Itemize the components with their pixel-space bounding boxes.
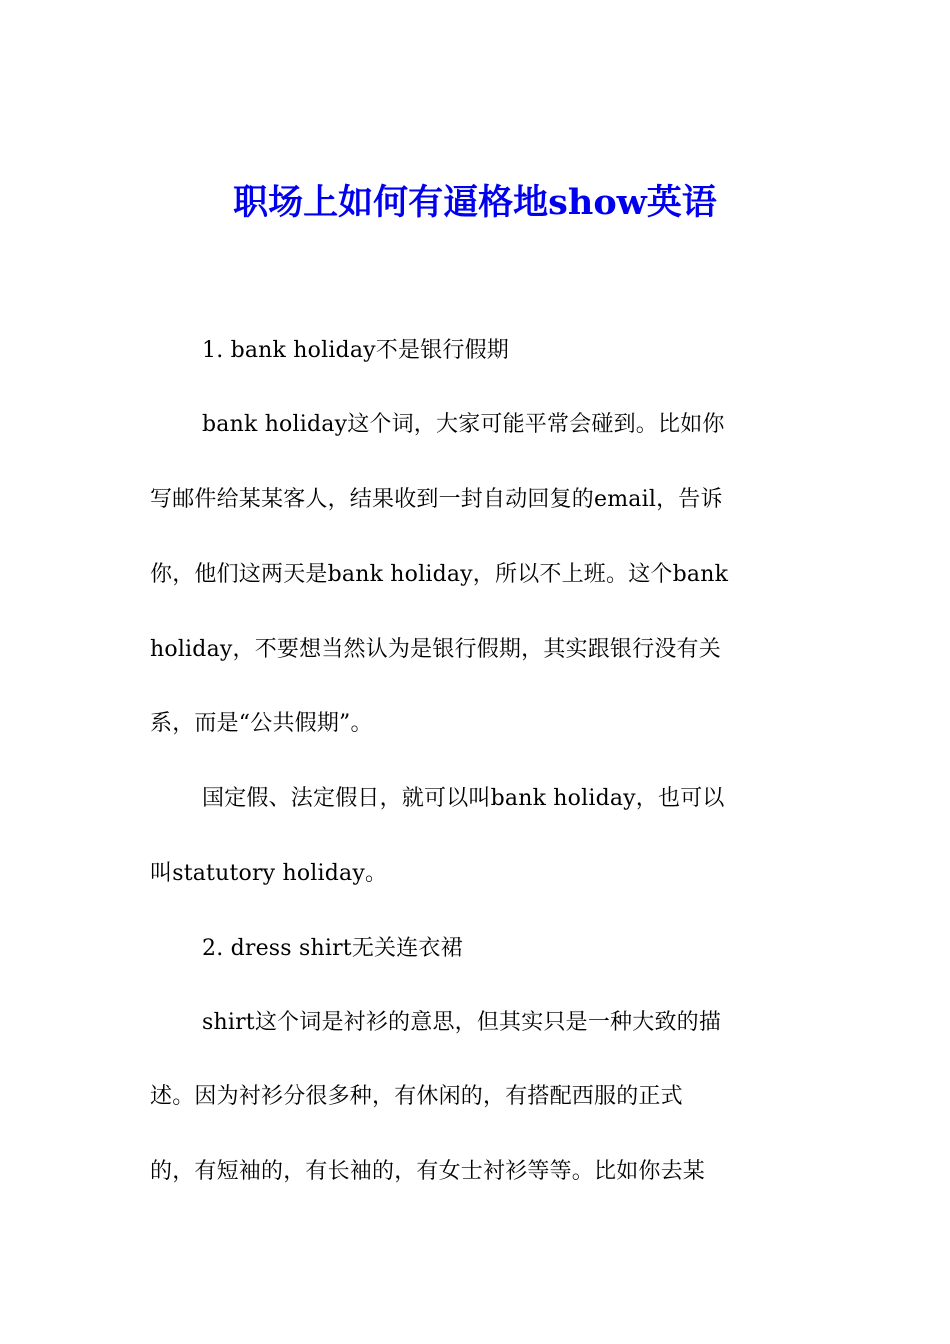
document-title: 职场上如何有逼格地show英语: [233, 182, 717, 223]
section-heading-1: 1. bank holiday不是银行假期: [202, 338, 509, 363]
paragraph-line: holiday，不要想当然认为是银行假期，其实跟银行没有关: [150, 637, 721, 662]
paragraph-line: 国定假、法定假日，就可以叫bank holiday，也可以: [202, 786, 725, 811]
paragraph-line: 的，有短袖的，有长袖的，有女士衬衫等等。比如你去某: [150, 1159, 706, 1184]
paragraph-line: 系，而是“公共假期”。: [150, 711, 373, 736]
paragraph-line: shirt这个词是衬衫的意思，但其实只是一种大致的描: [202, 1010, 722, 1035]
paragraph-line: bank holiday这个词，大家可能平常会碰到。比如你: [202, 412, 725, 437]
paragraph-line: 叫statutory holiday。: [150, 861, 388, 886]
paragraph-line: 写邮件给某某客人，结果收到一封自动回复的email，告诉: [150, 487, 723, 512]
paragraph-line: 述。因为衬衫分很多种，有休闲的，有搭配西服的正式: [150, 1084, 683, 1109]
paragraph-line: 你，他们这两天是bank holiday，所以不上班。这个bank: [150, 562, 729, 587]
section-heading-2: 2. dress shirt无关连衣裙: [202, 936, 463, 961]
